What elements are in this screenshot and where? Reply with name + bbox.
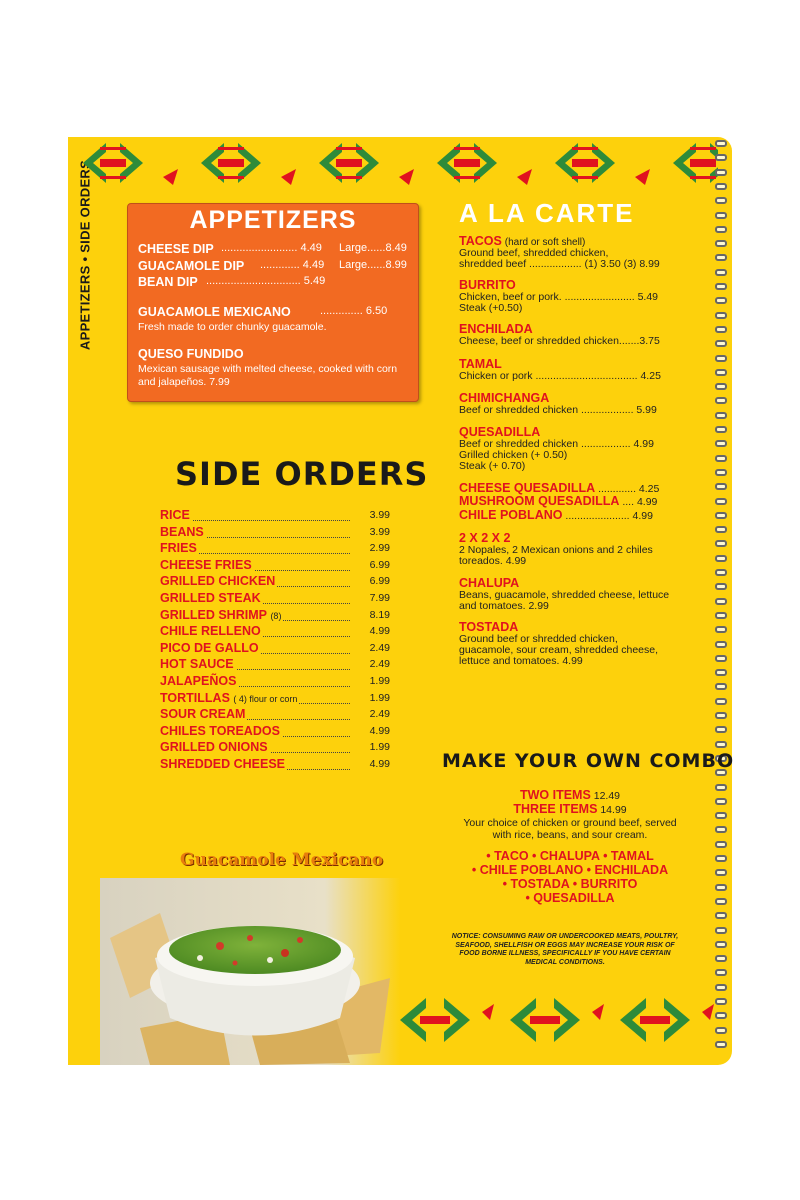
side-order-row bbox=[160, 757, 390, 773]
spiral-ring bbox=[715, 269, 727, 276]
side-order-name: SOUR CREAM bbox=[160, 707, 246, 722]
side-order-name: CHILE RELLENO bbox=[160, 624, 261, 639]
spiral-ring bbox=[715, 197, 727, 204]
spiral-ring bbox=[715, 626, 727, 633]
spiral-ring bbox=[715, 383, 727, 390]
spiral-ring bbox=[715, 726, 727, 733]
side-order-price: 4.99 bbox=[369, 758, 390, 770]
side-order-price: 3.99 bbox=[369, 509, 390, 521]
spiral-ring bbox=[715, 826, 727, 833]
side-order-price: 1.99 bbox=[369, 691, 390, 704]
spiral-ring bbox=[715, 169, 727, 176]
spiral-ring bbox=[715, 569, 727, 576]
spiral-ring bbox=[715, 798, 727, 805]
spiral-ring bbox=[715, 283, 727, 290]
spiral-ring bbox=[715, 183, 727, 190]
photo-caption: Guacamole Mexicano bbox=[180, 850, 384, 870]
spiral-ring bbox=[715, 397, 727, 404]
spiral-ring bbox=[715, 512, 727, 519]
side-order-row bbox=[160, 591, 390, 607]
side-order-price: 2.49 bbox=[369, 658, 390, 671]
side-order-row bbox=[160, 724, 390, 740]
side-order-row bbox=[160, 624, 390, 640]
side-order-price: 1.99 bbox=[369, 741, 390, 754]
spiral-ring bbox=[715, 297, 727, 304]
side-order-name: GRILLED STEAK bbox=[160, 591, 261, 605]
side-order-price: 6.99 bbox=[369, 558, 390, 571]
spiral-binding bbox=[712, 140, 732, 1065]
appetizer-description: Fresh made to order chunky guacamole. bbox=[138, 321, 327, 333]
side-order-name: GRILLED ONIONS bbox=[160, 740, 268, 755]
alc-item-tamal: TAMAL Chicken or pork ................................... 4.25 bbox=[459, 357, 661, 382]
appetizer-item: CHEESE DIP ......................... 4.49 Large......8.49 bbox=[138, 242, 407, 256]
spiral-ring bbox=[715, 212, 727, 219]
spiral-ring bbox=[715, 898, 727, 905]
combo-title: MAKE YOUR OWN COMBO bbox=[442, 750, 735, 772]
spiral-ring bbox=[715, 140, 727, 147]
spiral-ring bbox=[715, 526, 727, 533]
spiral-ring bbox=[715, 784, 727, 791]
alc-item-burrito: BURRITO Chicken, beef or pork. ........................ 5.49 Steak (+0.50) bbox=[459, 278, 659, 314]
bottom-pattern-border bbox=[390, 990, 720, 1050]
side-order-row bbox=[160, 574, 390, 590]
appetizers-title: APPETIZERS bbox=[189, 206, 357, 234]
side-order-price: 8.19 bbox=[369, 608, 390, 621]
spiral-ring bbox=[715, 655, 727, 662]
side-orders-title: SIDE ORDERS bbox=[175, 455, 429, 493]
spiral-ring bbox=[715, 869, 727, 876]
spiral-ring bbox=[715, 669, 727, 676]
side-order-name: RICE bbox=[160, 508, 190, 522]
spiral-ring bbox=[715, 912, 727, 919]
side-order-row bbox=[160, 641, 390, 657]
spiral-ring bbox=[715, 812, 727, 819]
spiral-ring bbox=[715, 1027, 727, 1034]
side-order-name: SHREDDED CHEESE bbox=[160, 757, 286, 771]
side-order-name: TORTILLAS bbox=[160, 690, 230, 705]
spiral-ring bbox=[715, 455, 727, 462]
alc-item-quesadilla: QUESADILLA Beef or shredded chicken ................. 4.99 Grilled chicken (+ 0.50) Steak (+ 0.70) bbox=[459, 425, 654, 472]
side-order-row bbox=[160, 525, 390, 541]
spiral-ring bbox=[715, 998, 727, 1005]
side-order-row bbox=[160, 740, 390, 756]
alc-item-cheese-quesadilla: CHEESE QUESADILLA ............. 4.25 bbox=[459, 481, 660, 495]
side-order-name: GRILLED SHRIMP bbox=[160, 607, 267, 622]
food-safety-notice: NOTICE: CONSUMING RAW OR UNDERCOOKED MEATS, POULTRY, SEAFOOD, SHELLFISH OR EGGS MAY INCREASE YOUR RISK OF FOOD BORNE ILLNESS, SPECIFICALLY IF YOU HAVE CERTAIN MEDICAL CONDITIONS. bbox=[451, 933, 679, 966]
side-order-price: 1.99 bbox=[369, 675, 390, 687]
spiral-ring bbox=[715, 426, 727, 433]
spiral-ring bbox=[715, 683, 727, 690]
side-order-note: ( 4) flour or corn bbox=[233, 693, 298, 704]
alc-item-chimichanga: CHIMICHANGA Beef or shredded chicken .................. 5.99 bbox=[459, 391, 657, 416]
spiral-ring bbox=[715, 555, 727, 562]
side-order-row bbox=[160, 608, 390, 624]
side-tab-label: APPETIZERS • SIDE ORDERS bbox=[77, 159, 93, 351]
spiral-ring bbox=[715, 369, 727, 376]
top-pattern-border bbox=[68, 137, 718, 189]
side-order-name: CHILES TOREADOS bbox=[160, 723, 280, 738]
appetizer-item: QUESO FUNDIDO bbox=[138, 347, 244, 361]
spiral-ring bbox=[715, 312, 727, 319]
spiral-ring bbox=[715, 927, 727, 934]
side-order-price: 2.49 bbox=[369, 641, 390, 654]
appetizer-description: Mexican sausage with melted cheese, cooked with corn and jalapeños. 7.99 bbox=[138, 363, 398, 388]
spiral-ring bbox=[715, 583, 727, 590]
side-order-price: 6.99 bbox=[369, 575, 390, 588]
side-order-name: FRIES bbox=[160, 541, 197, 556]
spiral-ring bbox=[715, 326, 727, 333]
spiral-ring bbox=[715, 955, 727, 962]
side-order-price: 4.99 bbox=[369, 724, 390, 737]
guacamole-photo bbox=[100, 878, 400, 1065]
spiral-ring bbox=[715, 612, 727, 619]
side-order-row bbox=[160, 691, 390, 707]
side-order-row bbox=[160, 674, 390, 690]
side-order-price: 3.99 bbox=[369, 525, 390, 538]
spiral-ring bbox=[715, 340, 727, 347]
alc-item-mushroom-quesadilla: MUSHROOM QUESADILLA .... 4.99 bbox=[459, 494, 658, 508]
spiral-ring bbox=[715, 498, 727, 505]
spiral-ring bbox=[715, 598, 727, 605]
spiral-ring bbox=[715, 941, 727, 948]
spiral-ring bbox=[715, 884, 727, 891]
alc-item-chalupa: CHALUPA Beans, guacamole, shredded cheese, lettuce and tomatoes. 2.99 bbox=[459, 576, 670, 612]
spiral-ring bbox=[715, 1041, 727, 1048]
side-order-row bbox=[160, 657, 390, 673]
alc-item-chile-poblano: CHILE POBLANO ...................... 4.99 bbox=[459, 508, 653, 522]
side-order-price: 2.99 bbox=[369, 542, 390, 555]
combo-description: Your choice of chicken or ground beef, served with rice, beans, and sour cream. bbox=[463, 817, 677, 841]
spiral-ring bbox=[715, 240, 727, 247]
spiral-ring bbox=[715, 355, 727, 362]
spiral-ring bbox=[715, 741, 727, 748]
appetizer-item: GUACAMOLE DIP ............. 4.49 Large......8.99 bbox=[138, 259, 407, 273]
side-order-row bbox=[160, 541, 390, 557]
spiral-ring bbox=[715, 969, 727, 976]
side-order-row bbox=[160, 707, 390, 723]
side-order-price: 4.99 bbox=[369, 625, 390, 638]
spiral-ring bbox=[715, 1012, 727, 1019]
side-order-name: GRILLED CHICKEN bbox=[160, 574, 276, 589]
alc-item-enchilada: ENCHILADA Cheese, beef or shredded chicken.......3.75 bbox=[459, 322, 660, 347]
side-order-name: PICO DE GALLO bbox=[160, 640, 259, 655]
side-order-name: BEANS bbox=[160, 524, 204, 539]
spiral-ring bbox=[715, 412, 727, 419]
side-order-price: 2.49 bbox=[369, 708, 390, 721]
combo-three-items: THREE ITEMS 14.99 bbox=[513, 802, 627, 816]
spiral-ring bbox=[715, 254, 727, 261]
spiral-ring bbox=[715, 469, 727, 476]
side-order-name: CHEESE FRIES bbox=[160, 557, 252, 572]
spiral-ring bbox=[715, 855, 727, 862]
spiral-ring bbox=[715, 641, 727, 648]
appetizer-item: GUACAMOLE MEXICANO .............. 6.50 bbox=[138, 305, 388, 319]
appetizers-card bbox=[127, 203, 419, 402]
spiral-ring bbox=[715, 483, 727, 490]
spiral-ring bbox=[715, 698, 727, 705]
combo-options: • TACO • CHALUPA • TAMAL • CHILE POBLANO • ENCHILADA • TOSTADA • BURRITO • QUESADILLA bbox=[471, 849, 669, 905]
combo-two-items: TWO ITEMS 12.49 bbox=[519, 788, 621, 802]
side-order-name: HOT SAUCE bbox=[160, 657, 234, 672]
spiral-ring bbox=[715, 154, 727, 161]
alc-item-tostada: TOSTADA Ground beef or shredded chicken, guacamole, sour cream, shredded cheese, lettuce and tomatoes. 4.99 bbox=[459, 620, 659, 667]
alc-item-2x2x2: 2 X 2 X 2 2 Nopales, 2 Mexican onions and 2 chiles toreados. 4.99 bbox=[459, 531, 653, 567]
side-order-name: JALAPEÑOS bbox=[160, 674, 237, 688]
spiral-ring bbox=[715, 841, 727, 848]
side-order-row bbox=[160, 558, 390, 574]
spiral-ring bbox=[715, 540, 727, 547]
spiral-ring bbox=[715, 226, 727, 233]
side-order-note: (8) bbox=[270, 610, 282, 621]
spiral-ring bbox=[715, 712, 727, 719]
side-order-price: 7.99 bbox=[369, 592, 390, 604]
a-la-carte-title: A LA CARTE bbox=[459, 198, 635, 228]
spiral-ring bbox=[715, 440, 727, 447]
appetizer-item: BEAN DIP ............................... 5.49 bbox=[138, 275, 326, 289]
side-order-row bbox=[160, 508, 390, 524]
spiral-ring bbox=[715, 984, 727, 991]
alc-item-tacos: TACOS (hard or soft shell) Ground beef, shredded chicken, shredded beef .................. (1) 3.50 (3) 8.99 bbox=[459, 234, 660, 270]
